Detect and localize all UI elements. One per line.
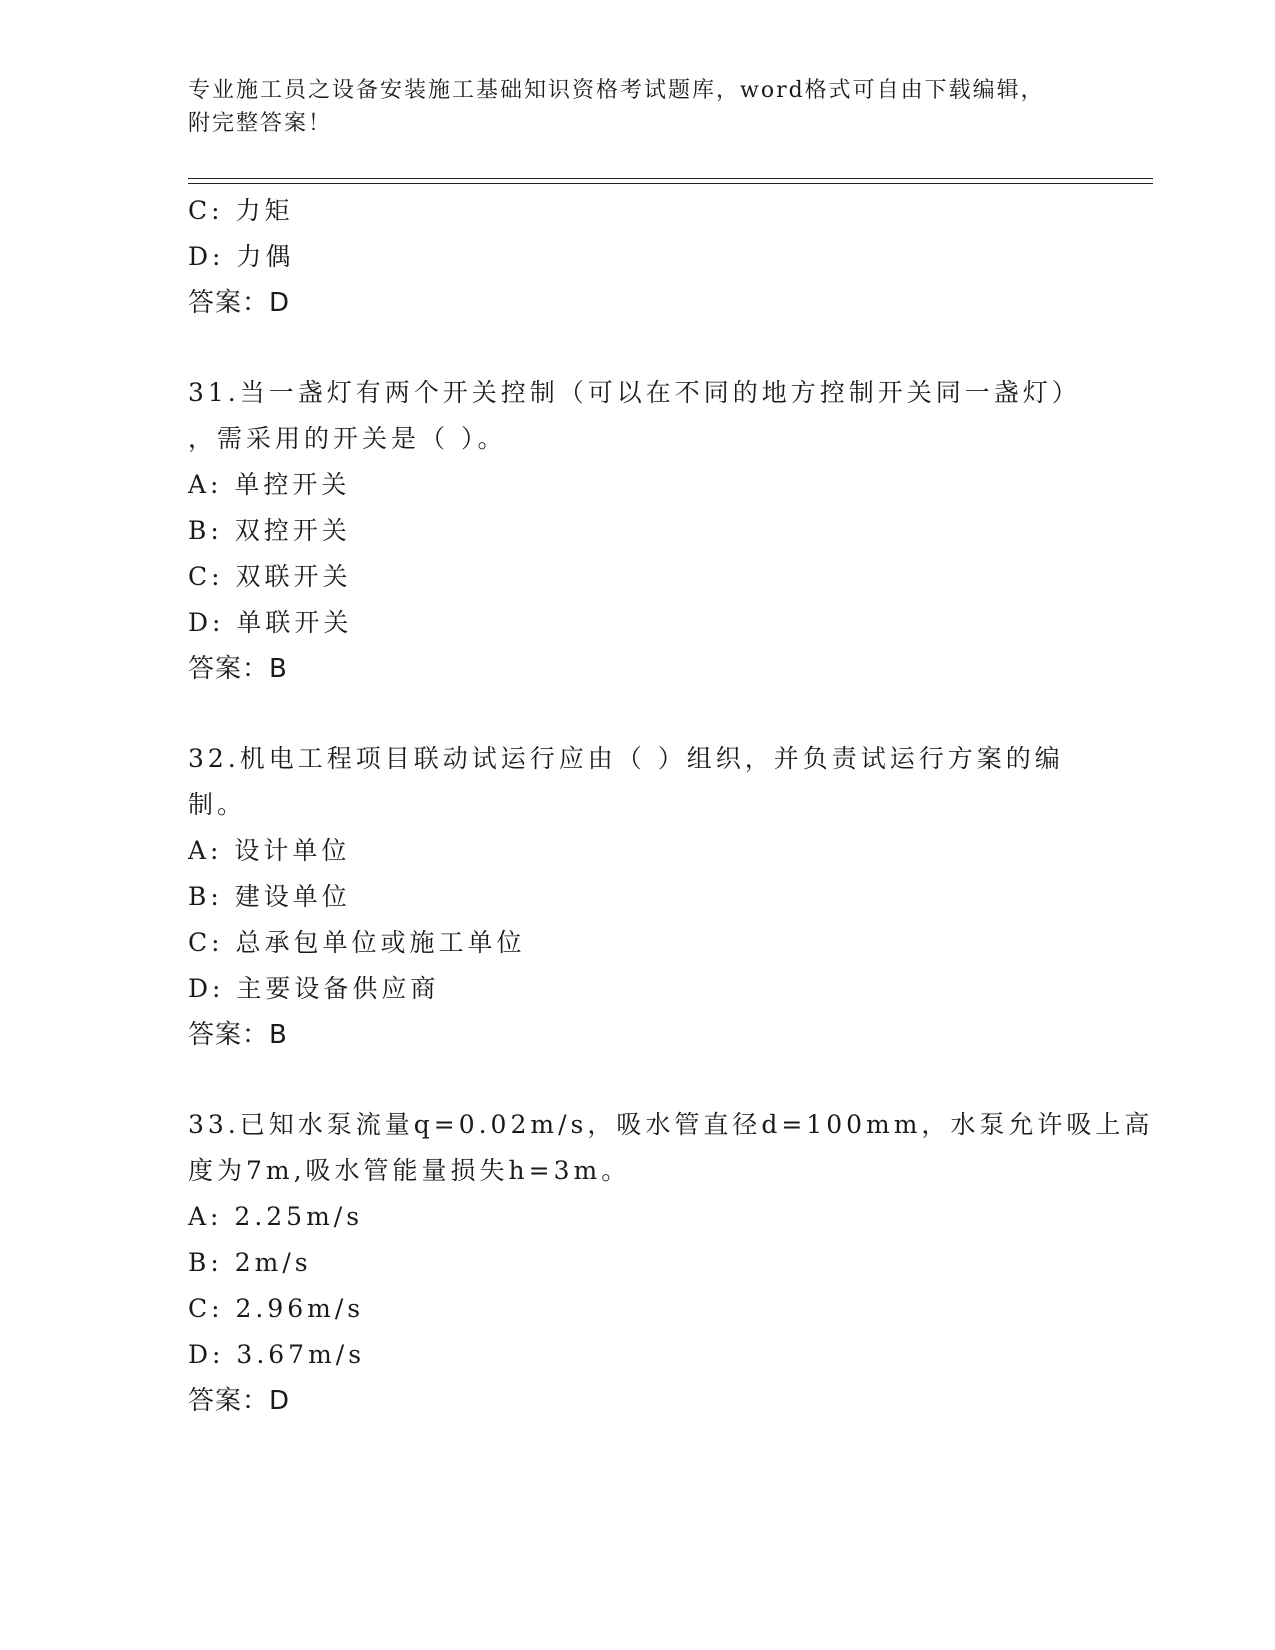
option-d: D: 单联开关 xyxy=(188,608,353,637)
question-stem: 31.当一盏灯有两个开关控制（可以在不同的地方控制开关同一盏灯） xyxy=(188,378,1081,407)
option-c: C: 力矩 xyxy=(188,196,294,225)
answer-line: 答案：B xyxy=(188,654,288,684)
option-a: A: 2.25m/s xyxy=(188,1202,364,1231)
option-a: A: 单控开关 xyxy=(188,470,351,499)
question-stem-cont: 度为7m,吸水管能量损失h=3m。 xyxy=(188,1156,631,1185)
header-divider-top xyxy=(188,178,1153,179)
question-stem: 33.已知水泵流量q=0.02m/s，吸水管直径d=100mm，水泵允许吸上高 xyxy=(188,1110,1154,1139)
option-d: D: 3.67m/s xyxy=(188,1340,366,1369)
option-b: B: 2m/s xyxy=(188,1248,312,1277)
question-stem-cont: ，需采用的开关是（ ）。 xyxy=(188,424,507,453)
question-33 xyxy=(188,1102,1154,1424)
answer-line: 答案：B xyxy=(188,1020,288,1050)
question-stem: 32.机电工程项目联动试运行应由（ ）组织，并负责试运行方案的编 xyxy=(188,744,1064,773)
document-header xyxy=(188,74,1088,140)
header-line-1: 专业施工员之设备安装施工基础知识资格考试题库，word格式可自由下载编辑， xyxy=(188,78,1045,103)
option-c: C: 2.96m/s xyxy=(188,1294,365,1323)
header-line-2: 附完整答案！ xyxy=(188,111,333,136)
question-31 xyxy=(188,370,1088,692)
answer-line: 答案：D xyxy=(188,1386,291,1416)
option-d: D: 力偶 xyxy=(188,242,295,271)
option-b: B: 双控开关 xyxy=(188,516,351,545)
header-divider-bottom xyxy=(188,183,1153,184)
option-a: A: 设计单位 xyxy=(188,836,351,865)
question-30-tail xyxy=(188,188,1088,326)
option-c: C: 总承包单位或施工单位 xyxy=(188,928,526,957)
question-list xyxy=(188,188,1154,1424)
option-d: D: 主要设备供应商 xyxy=(188,974,440,1003)
question-32 xyxy=(188,736,1088,1058)
option-b: B: 建设单位 xyxy=(188,882,351,911)
answer-line: 答案：D xyxy=(188,288,291,318)
question-stem-cont: 制。 xyxy=(188,790,247,819)
option-c: C: 双联开关 xyxy=(188,562,352,591)
